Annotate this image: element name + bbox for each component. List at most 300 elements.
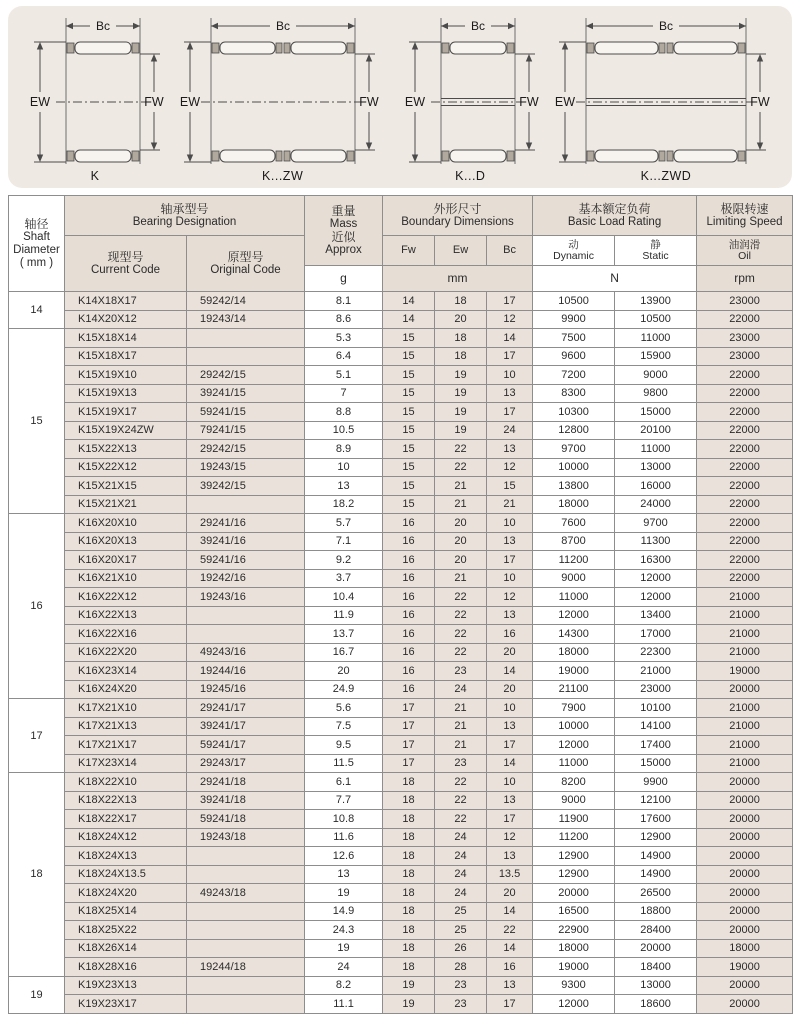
original-code-cell: 19243/16 — [187, 588, 305, 607]
fw-cell: 17 — [383, 717, 435, 736]
original-code-cell: 29241/18 — [187, 773, 305, 792]
table-row — [9, 662, 793, 681]
shaft-header-en1: Shaft — [23, 230, 50, 243]
ew-cell: 19 — [435, 366, 487, 385]
static-load-cell: 18800 — [615, 902, 697, 921]
dimensions-unit: mm — [383, 266, 533, 292]
oil-speed-cell: 21000 — [697, 736, 793, 755]
bc-cell: 13.5 — [487, 865, 533, 884]
mass-cell: 19 — [305, 939, 383, 958]
svg-text:Bc: Bc — [95, 19, 111, 33]
bc-cell: 21 — [487, 495, 533, 514]
static-load-cell: 12100 — [615, 791, 697, 810]
original-code-cell: 39241/16 — [187, 532, 305, 551]
table-row — [9, 902, 793, 921]
dynamic-header-en: Dynamic — [553, 249, 594, 262]
static-load-cell: 9800 — [615, 384, 697, 403]
svg-text:FW: FW — [358, 95, 379, 109]
table-row — [9, 828, 793, 847]
current-code-cell: K15X22X13 — [65, 440, 187, 459]
dynamic-load-cell: 12000 — [533, 995, 615, 1014]
static-load-cell: 9700 — [615, 514, 697, 533]
table-row — [9, 625, 793, 644]
current-code-cell: K18X24X20 — [65, 884, 187, 903]
static-load-cell: 13900 — [615, 292, 697, 311]
fw-cell: 16 — [383, 606, 435, 625]
diagram-k-zw — [177, 12, 389, 183]
mass-cell: 20 — [305, 662, 383, 681]
oil-speed-cell: 20000 — [697, 902, 793, 921]
original-code-cell: 29241/16 — [187, 514, 305, 533]
bc-cell: 14 — [487, 662, 533, 681]
dynamic-load-cell: 20000 — [533, 884, 615, 903]
ew-cell: 22 — [435, 773, 487, 792]
table-row — [9, 643, 793, 662]
current-code-cell: K16X22X12 — [65, 588, 187, 607]
static-load-cell: 24000 — [615, 495, 697, 514]
ew-cell: 18 — [435, 292, 487, 311]
oil-speed-cell: 21000 — [697, 606, 793, 625]
oil-speed-cell: 21000 — [697, 643, 793, 662]
bc-cell: 13 — [487, 532, 533, 551]
current-code-cell: K18X26X14 — [65, 939, 187, 958]
table-row — [9, 458, 793, 477]
dynamic-load-cell: 14300 — [533, 625, 615, 644]
diagram-k-d — [395, 12, 545, 183]
oil-speed-cell: 22000 — [697, 495, 793, 514]
ew-cell: 23 — [435, 662, 487, 681]
fw-cell: 15 — [383, 495, 435, 514]
speed-unit: rpm — [697, 266, 793, 292]
static-load-cell: 18600 — [615, 995, 697, 1014]
svg-text:Bc: Bc — [658, 19, 673, 33]
original-code-cell: 19243/18 — [187, 828, 305, 847]
bearing-spec-table — [8, 195, 793, 1014]
dynamic-load-cell: 12800 — [533, 421, 615, 440]
table-row — [9, 292, 793, 311]
bearing-diagrams-panel — [8, 6, 792, 188]
bc-cell: 13 — [487, 976, 533, 995]
fw-cell: 15 — [383, 403, 435, 422]
oil-speed-cell: 23000 — [697, 347, 793, 366]
oil-speed-cell: 22000 — [697, 514, 793, 533]
ew-cell: 26 — [435, 939, 487, 958]
mass-cell: 10.5 — [305, 421, 383, 440]
original-code-cell — [187, 939, 305, 958]
current-code-cell: K15X18X14 — [65, 329, 187, 348]
dynamic-load-cell: 19000 — [533, 662, 615, 681]
dynamic-load-cell: 11200 — [533, 828, 615, 847]
current-code-cell: K19X23X13 — [65, 976, 187, 995]
original-code-cell — [187, 606, 305, 625]
oil-header-zh: 油润滑 — [728, 238, 761, 251]
ew-cell: 21 — [435, 495, 487, 514]
current-code-cell: K15X21X21 — [65, 495, 187, 514]
original-code-cell: 19242/16 — [187, 569, 305, 588]
shaft-diameter-cell: 19 — [9, 976, 65, 1013]
fw-cell: 17 — [383, 754, 435, 773]
bc-cell: 17 — [487, 736, 533, 755]
boundary-header-en: Boundary Dimensions — [401, 215, 514, 228]
oil-speed-cell: 21000 — [697, 625, 793, 644]
ew-cell: 24 — [435, 680, 487, 699]
mass-cell: 11.1 — [305, 995, 383, 1014]
bc-cell: 20 — [487, 643, 533, 662]
original-code-cell: 39241/15 — [187, 384, 305, 403]
oil-speed-cell: 22000 — [697, 532, 793, 551]
mass-cell: 24.9 — [305, 680, 383, 699]
bearing-cross-section-k-zwd — [552, 12, 780, 172]
mass-cell: 13 — [305, 865, 383, 884]
mass-cell: 5.6 — [305, 699, 383, 718]
mass-header-en: Mass — [329, 217, 358, 230]
dynamic-header-zh: 动 — [568, 238, 579, 251]
ew-cell: 24 — [435, 884, 487, 903]
ew-cell: 21 — [435, 477, 487, 496]
dynamic-load-cell: 11900 — [533, 810, 615, 829]
oil-speed-cell: 18000 — [697, 939, 793, 958]
dynamic-load-cell: 10300 — [533, 403, 615, 422]
current-code-cell: K16X20X17 — [65, 551, 187, 570]
fw-cell: 19 — [383, 995, 435, 1014]
fw-cell: 19 — [383, 976, 435, 995]
fw-cell: 14 — [383, 292, 435, 311]
table-row — [9, 551, 793, 570]
original-code-cell: 19244/18 — [187, 958, 305, 977]
static-load-cell: 17400 — [615, 736, 697, 755]
oil-header-en: Oil — [738, 249, 751, 262]
dynamic-load-cell: 19000 — [533, 958, 615, 977]
oil-speed-cell: 22000 — [697, 458, 793, 477]
dynamic-load-cell: 13800 — [533, 477, 615, 496]
bc-cell: 13 — [487, 847, 533, 866]
dynamic-load-cell: 9900 — [533, 310, 615, 329]
bc-cell: 13 — [487, 384, 533, 403]
oil-speed-cell: 21000 — [697, 699, 793, 718]
current-code-cell: K18X25X14 — [65, 902, 187, 921]
static-header-zh: 静 — [650, 238, 661, 251]
fw-cell: 15 — [383, 477, 435, 496]
boundary-dimensions-header — [383, 196, 533, 236]
table-row — [9, 921, 793, 940]
static-load-cell: 20100 — [615, 421, 697, 440]
oil-speed-cell: 22000 — [697, 421, 793, 440]
ew-cell: 22 — [435, 810, 487, 829]
dynamic-load-cell: 10500 — [533, 292, 615, 311]
static-load-cell: 11000 — [615, 440, 697, 459]
ew-cell: 20 — [435, 532, 487, 551]
bc-cell: 20 — [487, 884, 533, 903]
original-code-cell: 29242/15 — [187, 440, 305, 459]
oil-speed-cell: 20000 — [697, 865, 793, 884]
original-code-cell: 19244/16 — [187, 662, 305, 681]
dynamic-load-cell: 11200 — [533, 551, 615, 570]
mass-cell: 10.4 — [305, 588, 383, 607]
dynamic-load-cell: 7200 — [533, 366, 615, 385]
dynamic-load-cell: 18000 — [533, 495, 615, 514]
fw-cell: 18 — [383, 773, 435, 792]
dynamic-load-cell: 9600 — [533, 347, 615, 366]
svg-text:EW: EW — [554, 95, 576, 109]
static-load-cell: 28400 — [615, 921, 697, 940]
table-row — [9, 347, 793, 366]
current-code-cell: K16X20X13 — [65, 532, 187, 551]
original-code-cell: 59242/14 — [187, 292, 305, 311]
ew-cell: 18 — [435, 347, 487, 366]
oil-speed-cell: 23000 — [697, 329, 793, 348]
bearing-cross-section-k-zw — [177, 12, 389, 172]
static-load-cell: 20000 — [615, 939, 697, 958]
bc-cell: 10 — [487, 773, 533, 792]
bearing-cross-section-k — [20, 12, 170, 172]
fw-cell: 16 — [383, 625, 435, 644]
fw-cell: 16 — [383, 514, 435, 533]
mass-cell: 11.6 — [305, 828, 383, 847]
fw-cell: 18 — [383, 865, 435, 884]
oil-speed-cell: 20000 — [697, 828, 793, 847]
bc-cell: 13 — [487, 440, 533, 459]
static-load-cell: 18400 — [615, 958, 697, 977]
table-row — [9, 532, 793, 551]
header-row-columns — [9, 236, 793, 266]
fw-cell: 18 — [383, 884, 435, 903]
oil-speed-cell: 22000 — [697, 440, 793, 459]
oil-speed-cell: 22000 — [697, 477, 793, 496]
ew-cell: 28 — [435, 958, 487, 977]
current-code-cell: K15X19X10 — [65, 366, 187, 385]
dynamic-load-cell: 7500 — [533, 329, 615, 348]
oil-speed-cell: 21000 — [697, 754, 793, 773]
current-code-cell: K14X20X12 — [65, 310, 187, 329]
dynamic-load-cell: 12900 — [533, 865, 615, 884]
svg-text:FW: FW — [519, 95, 540, 109]
original-code-cell: 59241/15 — [187, 403, 305, 422]
bc-cell: 13 — [487, 717, 533, 736]
ew-cell: 20 — [435, 310, 487, 329]
oil-speed-cell: 20000 — [697, 976, 793, 995]
dynamic-load-cell: 18000 — [533, 643, 615, 662]
dynamic-load-cell: 7600 — [533, 514, 615, 533]
ew-cell: 22 — [435, 606, 487, 625]
current-code-cell: K16X22X16 — [65, 625, 187, 644]
dynamic-load-cell: 16500 — [533, 902, 615, 921]
original-code-cell: 39241/17 — [187, 717, 305, 736]
current-code-cell: K15X19X13 — [65, 384, 187, 403]
current-code-cell: K15X21X15 — [65, 477, 187, 496]
current-code-cell: K18X28X16 — [65, 958, 187, 977]
shaft-diameter-header — [9, 196, 65, 292]
shaft-diameter-cell: 15 — [9, 329, 65, 514]
table-row — [9, 606, 793, 625]
mass-cell: 18.2 — [305, 495, 383, 514]
ew-cell: 21 — [435, 736, 487, 755]
bc-cell: 16 — [487, 625, 533, 644]
ew-cell: 22 — [435, 458, 487, 477]
table-row — [9, 588, 793, 607]
diagram-k — [20, 12, 170, 183]
table-row — [9, 995, 793, 1014]
bc-cell: 17 — [487, 292, 533, 311]
table-row — [9, 495, 793, 514]
original-code-cell: 59241/18 — [187, 810, 305, 829]
dynamic-load-cell: 7900 — [533, 699, 615, 718]
fw-cell: 15 — [383, 366, 435, 385]
static-load-cell: 12900 — [615, 828, 697, 847]
diagram-caption: K — [90, 169, 100, 183]
fw-cell: 14 — [383, 310, 435, 329]
dynamic-load-cell: 11000 — [533, 754, 615, 773]
static-load-cell: 10100 — [615, 699, 697, 718]
mass-cell: 11.9 — [305, 606, 383, 625]
dynamic-load-cell: 11000 — [533, 588, 615, 607]
original-code-cell: 19245/16 — [187, 680, 305, 699]
bc-header: Bc — [487, 236, 533, 266]
fw-cell: 15 — [383, 384, 435, 403]
dynamic-load-cell: 22900 — [533, 921, 615, 940]
ew-cell: 23 — [435, 754, 487, 773]
table-row — [9, 421, 793, 440]
oil-speed-cell: 23000 — [697, 292, 793, 311]
static-load-cell: 22300 — [615, 643, 697, 662]
bc-cell: 17 — [487, 551, 533, 570]
current-code-cell: K16X24X20 — [65, 680, 187, 699]
mass-cell: 13.7 — [305, 625, 383, 644]
shaft-header-unit: ( mm ) — [19, 256, 54, 269]
bc-cell: 13 — [487, 606, 533, 625]
boundary-header-zh: 外形尺寸 — [433, 201, 482, 216]
dynamic-load-cell: 8200 — [533, 773, 615, 792]
oil-speed-cell: 22000 — [697, 366, 793, 385]
fw-cell: 16 — [383, 551, 435, 570]
speed-header-en: Limiting Speed — [706, 215, 783, 228]
bc-cell: 10 — [487, 699, 533, 718]
bc-cell: 12 — [487, 458, 533, 477]
table-row — [9, 384, 793, 403]
table-row — [9, 477, 793, 496]
bc-cell: 12 — [487, 588, 533, 607]
bearing-cross-section-k-d — [395, 12, 545, 172]
oil-speed-cell: 20000 — [697, 680, 793, 699]
designation-header-zh: 轴承型号 — [160, 201, 209, 216]
original-code-cell — [187, 921, 305, 940]
original-code-cell — [187, 995, 305, 1014]
oil-speed-cell: 22000 — [697, 384, 793, 403]
original-code-cell: 29241/17 — [187, 699, 305, 718]
static-load-cell: 11000 — [615, 329, 697, 348]
ew-cell: 22 — [435, 791, 487, 810]
original-code-cell: 79241/15 — [187, 421, 305, 440]
current-code-cell: K18X22X17 — [65, 810, 187, 829]
mass-cell: 8.6 — [305, 310, 383, 329]
load-header-zh: 基本额定负荷 — [578, 201, 651, 216]
diagram-k-zwd — [552, 12, 780, 183]
shaft-header-en2: Diameter — [13, 243, 60, 256]
fw-cell: 15 — [383, 440, 435, 459]
table-row — [9, 773, 793, 792]
oil-speed-cell: 20000 — [697, 791, 793, 810]
ew-cell: 19 — [435, 403, 487, 422]
static-load-cell: 17600 — [615, 810, 697, 829]
oil-speed-cell: 19000 — [697, 662, 793, 681]
ew-cell: 25 — [435, 902, 487, 921]
original-code-cell — [187, 847, 305, 866]
original-code-cell: 59241/17 — [187, 736, 305, 755]
table-row — [9, 847, 793, 866]
static-load-cell: 15000 — [615, 403, 697, 422]
mass-cell: 7.1 — [305, 532, 383, 551]
table-row — [9, 976, 793, 995]
ew-header: Ew — [435, 236, 487, 266]
original-code-header — [187, 236, 305, 292]
current-code-cell: K15X18X17 — [65, 347, 187, 366]
current-code-cell: K16X23X14 — [65, 662, 187, 681]
bearing-designation-header — [65, 196, 305, 236]
bc-cell: 10 — [487, 366, 533, 385]
svg-text:EW: EW — [405, 95, 426, 109]
table-row — [9, 791, 793, 810]
fw-cell: 17 — [383, 736, 435, 755]
current-header-en: Current Code — [90, 263, 161, 276]
oil-speed-cell: 22000 — [697, 403, 793, 422]
current-code-cell: K17X21X10 — [65, 699, 187, 718]
static-load-cell: 16300 — [615, 551, 697, 570]
ew-cell: 23 — [435, 976, 487, 995]
original-code-cell: 19243/15 — [187, 458, 305, 477]
fw-cell: 16 — [383, 569, 435, 588]
shaft-header-zh: 轴径 — [24, 216, 49, 231]
static-load-cell: 26500 — [615, 884, 697, 903]
table-row — [9, 736, 793, 755]
dynamic-load-cell: 9000 — [533, 791, 615, 810]
original-code-cell — [187, 329, 305, 348]
shaft-diameter-cell: 18 — [9, 773, 65, 977]
table-row — [9, 958, 793, 977]
svg-text:Bc: Bc — [471, 19, 486, 33]
original-code-cell — [187, 902, 305, 921]
static-load-cell: 9000 — [615, 366, 697, 385]
mass-cell: 8.2 — [305, 976, 383, 995]
bc-cell: 14 — [487, 902, 533, 921]
mass-header — [305, 196, 383, 266]
current-code-cell: K18X24X12 — [65, 828, 187, 847]
table-row — [9, 514, 793, 533]
mass-cell: 9.2 — [305, 551, 383, 570]
load-unit: N — [533, 266, 697, 292]
current-code-cell: K18X24X13 — [65, 847, 187, 866]
fw-cell: 16 — [383, 680, 435, 699]
dynamic-load-cell: 12000 — [533, 736, 615, 755]
ew-cell: 22 — [435, 625, 487, 644]
ew-cell: 21 — [435, 717, 487, 736]
current-code-cell: K18X22X13 — [65, 791, 187, 810]
mass-cell: 6.1 — [305, 773, 383, 792]
fw-cell: 16 — [383, 588, 435, 607]
fw-cell: 18 — [383, 939, 435, 958]
current-code-cell: K18X25X22 — [65, 921, 187, 940]
ew-cell: 22 — [435, 440, 487, 459]
fw-cell: 18 — [383, 902, 435, 921]
ew-cell: 25 — [435, 921, 487, 940]
static-header-en: Static — [642, 249, 669, 262]
mass-cell: 3.7 — [305, 569, 383, 588]
oil-speed-cell: 20000 — [697, 847, 793, 866]
mass-unit: g — [305, 266, 383, 292]
oil-speed-cell: 20000 — [697, 773, 793, 792]
original-code-cell: 29242/15 — [187, 366, 305, 385]
dynamic-load-cell: 21100 — [533, 680, 615, 699]
mass-cell: 24 — [305, 958, 383, 977]
bc-cell: 13 — [487, 791, 533, 810]
